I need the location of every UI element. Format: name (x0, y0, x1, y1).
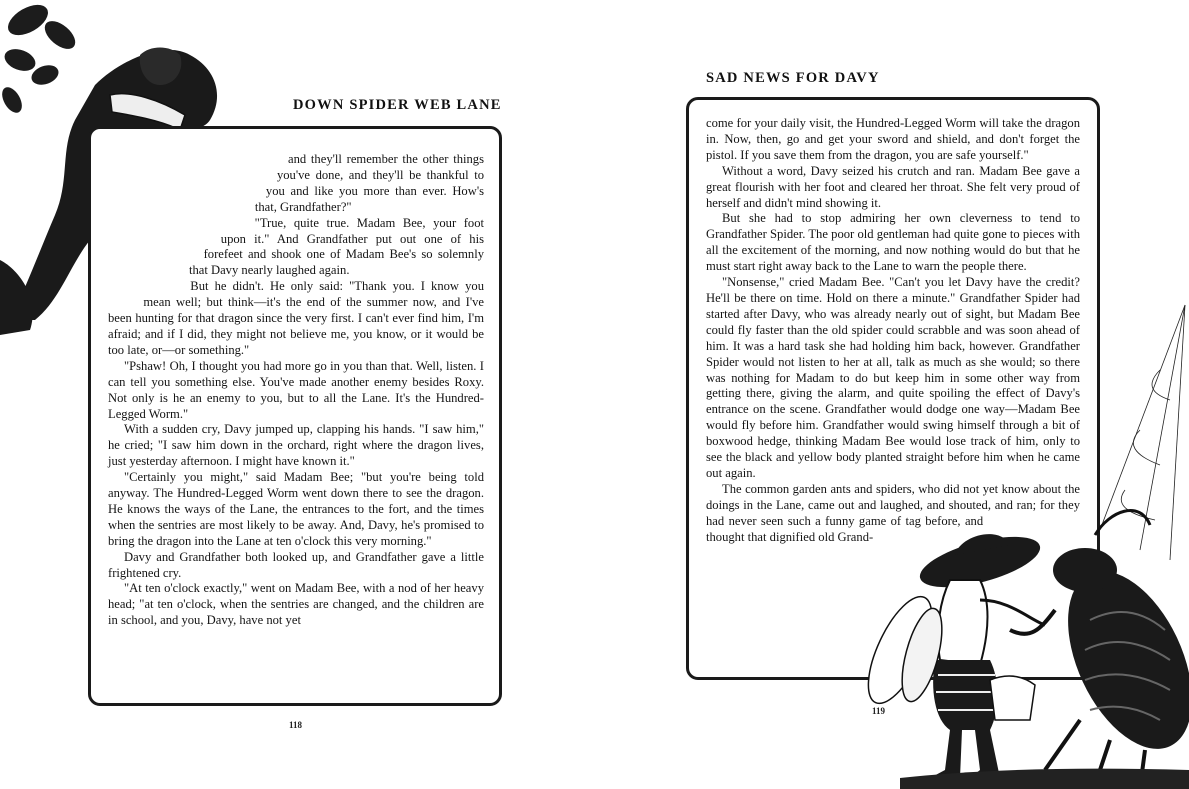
paragraph: "At ten o'clock exactly," went on Madam Bee, with a nod of her heavy head; "at ten o'clock, when the sentries are changed, and the children are in school, and you, Davy, have not yet (108, 581, 484, 628)
left-text-column (108, 152, 484, 629)
right-page-number: 119 (872, 706, 886, 716)
paragraph: and they'll remember the other things you've done, and they'll be thankful to you and like you more than ever. How's that, Grandfather?" (254, 152, 484, 214)
paragraph: With a sudden cry, Davy jumped up, clapping his hands. "I saw him," he cried; "I saw him down in the orchard, right where the dragon lives, just yesterday afternoon. I might have known it." (108, 422, 484, 469)
paragraph: Without a word, Davy seized his crutch and ran. Madam Bee gave a great flourish with her foot and cleared her throat. She felt very proud of herself and didn't mind showing it. (706, 163, 1080, 210)
paragraph: The common garden ants and spiders, who did not yet know about the doings in the Lane, came out and laughed, and shouted, and ran; for they had never seen such a funny game of tag before, and thought that dignified old Grand- (706, 481, 1080, 544)
paragraph: "Nonsense," cried Madam Bee. "Can't you let Davy have the credit? He'll be there on time. Hold on there a minute." Grandfather Spider had started after Davy, who was already nearly out of sight, but Madam Bee could fly faster than the old spider could scrabble and was soon ahead of him. It was a hard task she had holding him back, however. Grandfather Spider would not listen to her at all, talk as much as she would; so there was nothing for Madam to do but keep him in some other way from getting there, giving the alarm, and quite spoiling the effect of Davy's entrance on the scene. Grandfather would dodge one way—Madam Bee would fly before him. Grandfather would swing himself through a bit of boxwood hedge, thinking Madam Bee would lose track of him, only to see the black and yellow body planted straight before him when he came out again. (706, 275, 1080, 480)
paragraph: "True, quite true. Madam Bee, your foot upon it." And Grandfather put out one of his forefeet and shook one of Madam Bee's so solemnly that Davy nearly laughed again. (188, 215, 484, 278)
paragraph: Davy and Grandfather both looked up, and Grandfather gave a little frightened cry. (108, 549, 484, 580)
paragraph: But she had to stop admiring her own cleverness to tend to Grandfather Spider. The poor old gentleman had quite gone to pieces with all the excitement of the morning, and now nothing would do but that he must start right away back to the Lane to warn the people there. (706, 211, 1080, 274)
paragraph: "Pshaw! Oh, I thought you had more go in you than that. Well, listen. I can tell you something else. You've made another enemy besides Roxy. Not only is he an enemy to you, but to all the Lane. It's the Hundred-Legged Worm." (108, 358, 484, 421)
left-page-number: 118 (289, 720, 303, 730)
davy-and-bee-illustration (840, 300, 1189, 789)
paragraph: "Certainly you might," said Madam Bee; "but you're being told anyway. The Hundred-Legged Worm went down there to see the dragon. He knows the ways of the Lane, the entrances to the fort, and the times when the sentries are most likely to be away. And, Davy, he's promised to bring the dragon into the Lane at ten o'clock this very morning." (108, 470, 484, 548)
paragraph: But he didn't. He only said: "Thank you. I know you mean well; but think—it's the end of the summer now, and I've been hunting for that dragon since the very first. I can't ever find him, I'm afraid; and if I did, they might not believe me, you know, or it would be too late, or—or something." (108, 279, 484, 357)
left-running-head: DOWN SPIDER WEB LANE (293, 97, 502, 113)
paragraph: come for your daily visit, the Hundred-Legged Worm will take the dragon in. Now, then, go and get your sword and shield, and don't forget the pistol. If you save them from the dragon, you are safe yourself." (706, 116, 1080, 162)
right-running-head: SAD NEWS FOR DAVY (706, 70, 880, 86)
